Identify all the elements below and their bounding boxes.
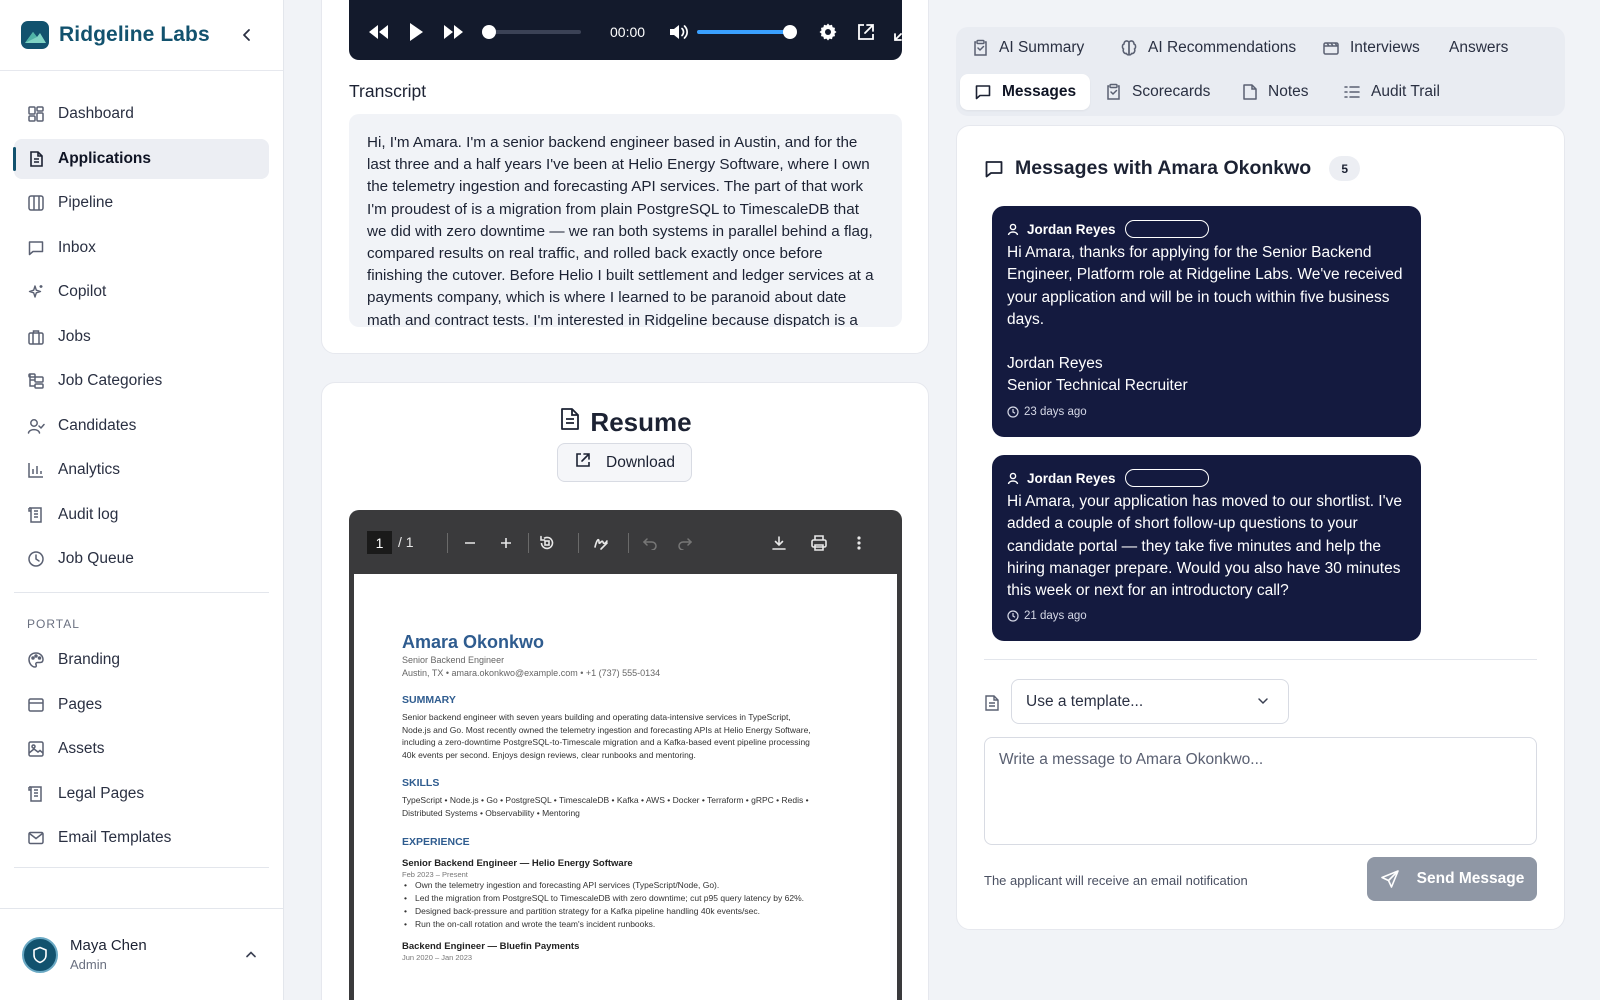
sidebar-item-label: Email Templates (58, 829, 172, 846)
pdf-toolbar (349, 510, 902, 573)
message-bubble (992, 455, 1421, 641)
messages-card (956, 125, 1565, 930)
avatar (22, 937, 58, 973)
messages-title: Messages with Amara Okonkwo (1015, 157, 1312, 179)
tab-ai-summary[interactable] (958, 30, 1098, 66)
zoom-in-button[interactable] (495, 532, 517, 554)
resume-contact: Austin, TX • amara.okonkwo@example.com • +1 (737) 555-0134 (402, 668, 661, 678)
printer-icon (810, 534, 828, 552)
hierarchy-icon (27, 372, 45, 390)
rewind-button[interactable] (368, 20, 390, 44)
resume-name: Amara Okonkwo (402, 632, 545, 652)
sidebar-item-branding[interactable] (14, 640, 269, 680)
tab-messages[interactable] (960, 74, 1090, 110)
seek-bar[interactable] (489, 30, 581, 34)
sidebar-item-inbox[interactable] (14, 228, 269, 268)
resume-header (322, 407, 930, 438)
toolbar-divider (447, 533, 448, 553)
pdf-download-button[interactable] (768, 532, 790, 554)
tab-scorecards[interactable] (1091, 74, 1224, 110)
sidebar-item-analytics[interactable] (14, 450, 269, 490)
portal-nav (0, 640, 283, 858)
resume-summary: Senior backend engineer with seven years building and operating data-intensive services in TypeScript, Node.js and Go. Most recently owned the telemetry ingestion and forecasting APIs at Helio Energy Software, including a zero-downtime PostgreSQL-to-Timescale migration and a Kafka-based event pipeline processing 40k events per second. Enjoys design reviews, clear runbooks and mentoring. (402, 712, 811, 760)
resume-job-dates: Feb 2023 – Present (402, 869, 468, 879)
sidebar-item-label: Inbox (58, 238, 96, 256)
popout-button[interactable] (855, 20, 877, 44)
resume-bullet: • Run the on-call rotation and wrote the team's incident runbooks. (402, 918, 822, 931)
rotate-button[interactable] (536, 532, 558, 554)
resume-skills: TypeScript • Node.js • Go • PostgreSQL • TimescaleDB • Kafka • AWS • Docker • Terraform • gRPC • Redis • Distributed Systems • Observability • Mentoring (402, 795, 809, 818)
expand-icon (893, 22, 913, 42)
user-name: Maya Chen (70, 937, 147, 954)
clock-icon (1007, 610, 1019, 622)
video-player (349, 0, 902, 60)
transcript-title: Transcript (349, 81, 427, 101)
briefcase-icon (27, 328, 45, 346)
tab-ai-recommendations[interactable] (1106, 30, 1310, 66)
resume-bullet: • Led the migration from PostgreSQL to TimescaleDB with zero downtime; cut p95 query latency by 62%. (402, 892, 822, 905)
chevron-up-icon (245, 945, 257, 963)
settings-button[interactable] (817, 20, 839, 44)
sidebar-item-label: Copilot (58, 283, 107, 300)
send-label: Send Message (1416, 870, 1525, 887)
sidebar-item-label: Analytics (58, 461, 121, 478)
notification-hint: The applicant will receive an email notification (984, 873, 1248, 888)
sidebar-item-applications[interactable] (14, 139, 269, 179)
resume-job-title: Senior Backend Engineer — Helio Energy Software (402, 857, 633, 869)
sidebar-item-pipeline[interactable] (14, 183, 269, 223)
tab-label: Audit Trail (1371, 83, 1440, 100)
tab-label: AI Summary (999, 39, 1085, 56)
collapse-sidebar-button[interactable] (237, 24, 257, 46)
sidebar-item-label: Assets (58, 740, 105, 757)
sidebar-item-job-categories[interactable] (14, 361, 269, 401)
clipboard-icon (972, 39, 989, 57)
dashboard-icon (27, 105, 45, 123)
send-icon (1380, 869, 1400, 889)
columns-icon (27, 194, 45, 212)
volume-handle[interactable] (783, 25, 797, 39)
fast-forward-button[interactable] (442, 20, 464, 44)
resume-job-title: Backend Engineer — Bluefin Payments (402, 940, 580, 952)
template-select[interactable] (1011, 679, 1289, 724)
play-button[interactable] (406, 20, 426, 44)
toolbar-divider (628, 533, 629, 553)
more-vertical-icon (856, 535, 862, 551)
toolbar-divider (528, 533, 529, 553)
message-text: Hi Amara, thanks for applying for the Senior Backend Engineer, Platform role at Ridgeline Labs. We've received your application and will be in touch within five business days. (1007, 244, 1403, 328)
resume-experience-heading: EXPERIENCE (402, 835, 470, 848)
mail-icon (27, 829, 45, 847)
video-icon (1322, 40, 1340, 56)
print-button[interactable] (808, 532, 830, 554)
sidebar-item-label: Pages (58, 695, 102, 713)
scroll-icon (27, 506, 45, 524)
clock-icon (1007, 406, 1019, 418)
messages-header (984, 156, 1360, 181)
seek-handle[interactable] (482, 25, 496, 39)
portal-section-label: PORTAL (27, 617, 80, 631)
nav-divider (14, 867, 269, 868)
zoom-out-button[interactable] (459, 532, 481, 554)
media-card (321, 0, 929, 354)
tab-label: Notes (1268, 83, 1309, 100)
sidebar-item-pages[interactable] (14, 685, 269, 725)
resume-title: Resume (590, 407, 692, 437)
user-menu[interactable] (0, 908, 283, 1000)
message-icon (974, 83, 992, 101)
tab-label: Answers (1449, 39, 1509, 56)
resume-bullet: • Own the telemetry ingestion and forecasting API services (TypeScript/Node, Go). (402, 879, 822, 892)
download-icon (771, 535, 787, 551)
volume-slider[interactable] (697, 30, 789, 34)
signature-icon (592, 534, 610, 552)
sidebar-item-audit-log[interactable] (14, 495, 269, 535)
resume-skills-heading: SKILLS (402, 777, 440, 790)
template-icon (984, 694, 1000, 712)
sidebar-item-label: Pipeline (58, 194, 114, 211)
download-resume-button[interactable] (557, 443, 692, 482)
sidebar-item-email-templates[interactable] (14, 818, 269, 858)
detail-tabs (956, 27, 1565, 116)
sidebar-item-jobs[interactable] (14, 317, 269, 357)
sidebar-item-legal-pages[interactable] (14, 774, 269, 814)
user-role: Admin (70, 957, 107, 972)
external-link-icon (856, 22, 876, 42)
sidebar-item-label: Legal Pages (58, 784, 145, 802)
tab-notes[interactable] (1228, 74, 1323, 110)
user-check-icon (27, 417, 45, 435)
shield-icon (32, 946, 48, 964)
sidebar-item-job-queue[interactable] (14, 539, 269, 579)
sidebar-item-label: Applications (58, 149, 152, 167)
fullscreen-button[interactable] (892, 20, 914, 44)
clipboard-check-icon (1105, 83, 1122, 101)
clock-icon (27, 550, 45, 568)
tab-audit-trail[interactable] (1329, 74, 1454, 110)
sender-role-pill (1125, 220, 1209, 238)
more-options-button[interactable] (848, 532, 870, 554)
fast-forward-icon (442, 24, 464, 40)
tab-interviews[interactable] (1308, 30, 1434, 66)
annotate-button[interactable] (590, 532, 612, 554)
undo-icon (642, 536, 658, 550)
sidebar-item-label: Job Queue (58, 550, 134, 567)
resume-bullet: • Designed back-pressure and partition strategy for a Kafka pipeline handling 40k events/sec. (402, 905, 822, 918)
external-link-icon (574, 451, 592, 474)
pdf-page (354, 574, 897, 1000)
send-message-button[interactable] (1367, 857, 1537, 901)
sparkles-icon (27, 283, 45, 301)
sidebar-item-candidates[interactable] (14, 406, 269, 446)
chevron-down-icon (1256, 694, 1270, 708)
brand-logo (21, 21, 49, 49)
redo-button[interactable] (674, 532, 696, 554)
message-signature-name: Jordan Reyes (1007, 355, 1103, 373)
undo-button[interactable] (639, 532, 661, 554)
tab-label: Scorecards (1132, 83, 1211, 100)
pdf-viewer (349, 510, 902, 1000)
pdf-page-total: / 1 (398, 534, 414, 550)
sidebar-item-copilot[interactable] (14, 272, 269, 312)
sender-role-pill (1125, 469, 1209, 487)
sidebar-item-assets[interactable] (14, 729, 269, 769)
message-input[interactable] (984, 737, 1537, 845)
note-icon (1242, 83, 1258, 101)
document-icon (560, 407, 580, 438)
chevron-left-icon (241, 28, 253, 42)
rotate-icon (538, 534, 556, 552)
nav-divider (14, 592, 269, 593)
volume-icon (668, 23, 690, 41)
sidebar-item-label: Dashboard (58, 105, 134, 122)
playback-time: 00:00 (610, 24, 646, 40)
tab-label: Messages (1002, 83, 1077, 100)
user-icon (1007, 472, 1019, 485)
message-time: 21 days ago (1024, 610, 1087, 623)
sidebar (0, 0, 284, 1000)
message-text: Hi Amara, your application has moved to our shortlist. I've added a couple of short follow-up questions to your candidate portal — they take five minutes and help the hiring manager prepare. Would you also have 30 minutes this week or next for an introductory call? (1007, 493, 1402, 600)
download-label: Download (606, 453, 675, 471)
rewind-icon (368, 24, 390, 40)
bar-chart-icon (27, 461, 45, 479)
sidebar-item-dashboard[interactable] (14, 94, 269, 134)
mute-button[interactable] (667, 20, 691, 44)
message-icon (984, 159, 1004, 179)
message-count-badge: 5 (1329, 156, 1360, 181)
tab-label: Interviews (1350, 39, 1420, 56)
composer-divider (984, 659, 1537, 660)
message-sender: Jordan Reyes (1027, 221, 1116, 237)
document-icon (27, 150, 45, 168)
user-icon (1007, 223, 1019, 236)
template-select-value: Use a template... (1026, 692, 1144, 710)
palette-icon (27, 651, 45, 669)
tab-answers[interactable] (1435, 30, 1522, 66)
resume-summary-heading: SUMMARY (402, 694, 456, 706)
sidebar-item-label: Branding (58, 651, 121, 668)
main-nav (0, 71, 283, 579)
minus-icon (463, 536, 477, 550)
brand-name: Ridgeline Labs (59, 23, 210, 46)
redo-icon (677, 536, 693, 550)
gear-icon (818, 22, 838, 42)
message-bubble (992, 206, 1421, 437)
window-icon (27, 696, 45, 714)
message-time: 23 days ago (1024, 405, 1087, 418)
resume-role: Senior Backend Engineer (402, 655, 505, 665)
tab-label: AI Recommendations (1148, 39, 1297, 56)
toolbar-divider (578, 533, 579, 553)
plus-icon (499, 536, 513, 550)
message-sender: Jordan Reyes (1027, 470, 1116, 486)
brand-header (0, 0, 283, 71)
brain-icon (1120, 39, 1138, 57)
image-icon (27, 740, 45, 758)
sidebar-item-label: Candidates (58, 416, 137, 434)
resume-job-dates: Jun 2020 – Jan 2023 (402, 952, 473, 962)
pdf-page-input[interactable]: 1 (367, 531, 392, 554)
list-icon (1343, 84, 1361, 100)
play-icon (408, 22, 424, 42)
message-signature-title: Senior Technical Recruiter (1007, 377, 1188, 395)
scroll-icon (27, 785, 45, 803)
sidebar-item-label: Job Categories (58, 372, 163, 389)
resume-card (321, 382, 929, 1000)
message-icon (27, 239, 45, 257)
sidebar-item-label: Jobs (58, 327, 91, 345)
sidebar-item-label: Audit log (58, 505, 119, 523)
transcript-text: Hi, I'm Amara. I'm a senior backend engineer based in Austin, and for the last three and a half years I've been at Helio Energy Software, where I own the telemetry ingestion and forecasting API services. The part of that work I'm proudest of is a migration from plain PostgreSQL to TimescaleDB that we did with zero downtime — we ran both systems in parallel behind a flag, compared results on real traffic, and rolled back exactly once before finishing the cutover. Before Helio I built settlement and ledger services at a payments company, which is where I learned to be paranoid about date math and contract tests. I'm interested in Ridgeline because dispatch is a (349, 114, 902, 327)
